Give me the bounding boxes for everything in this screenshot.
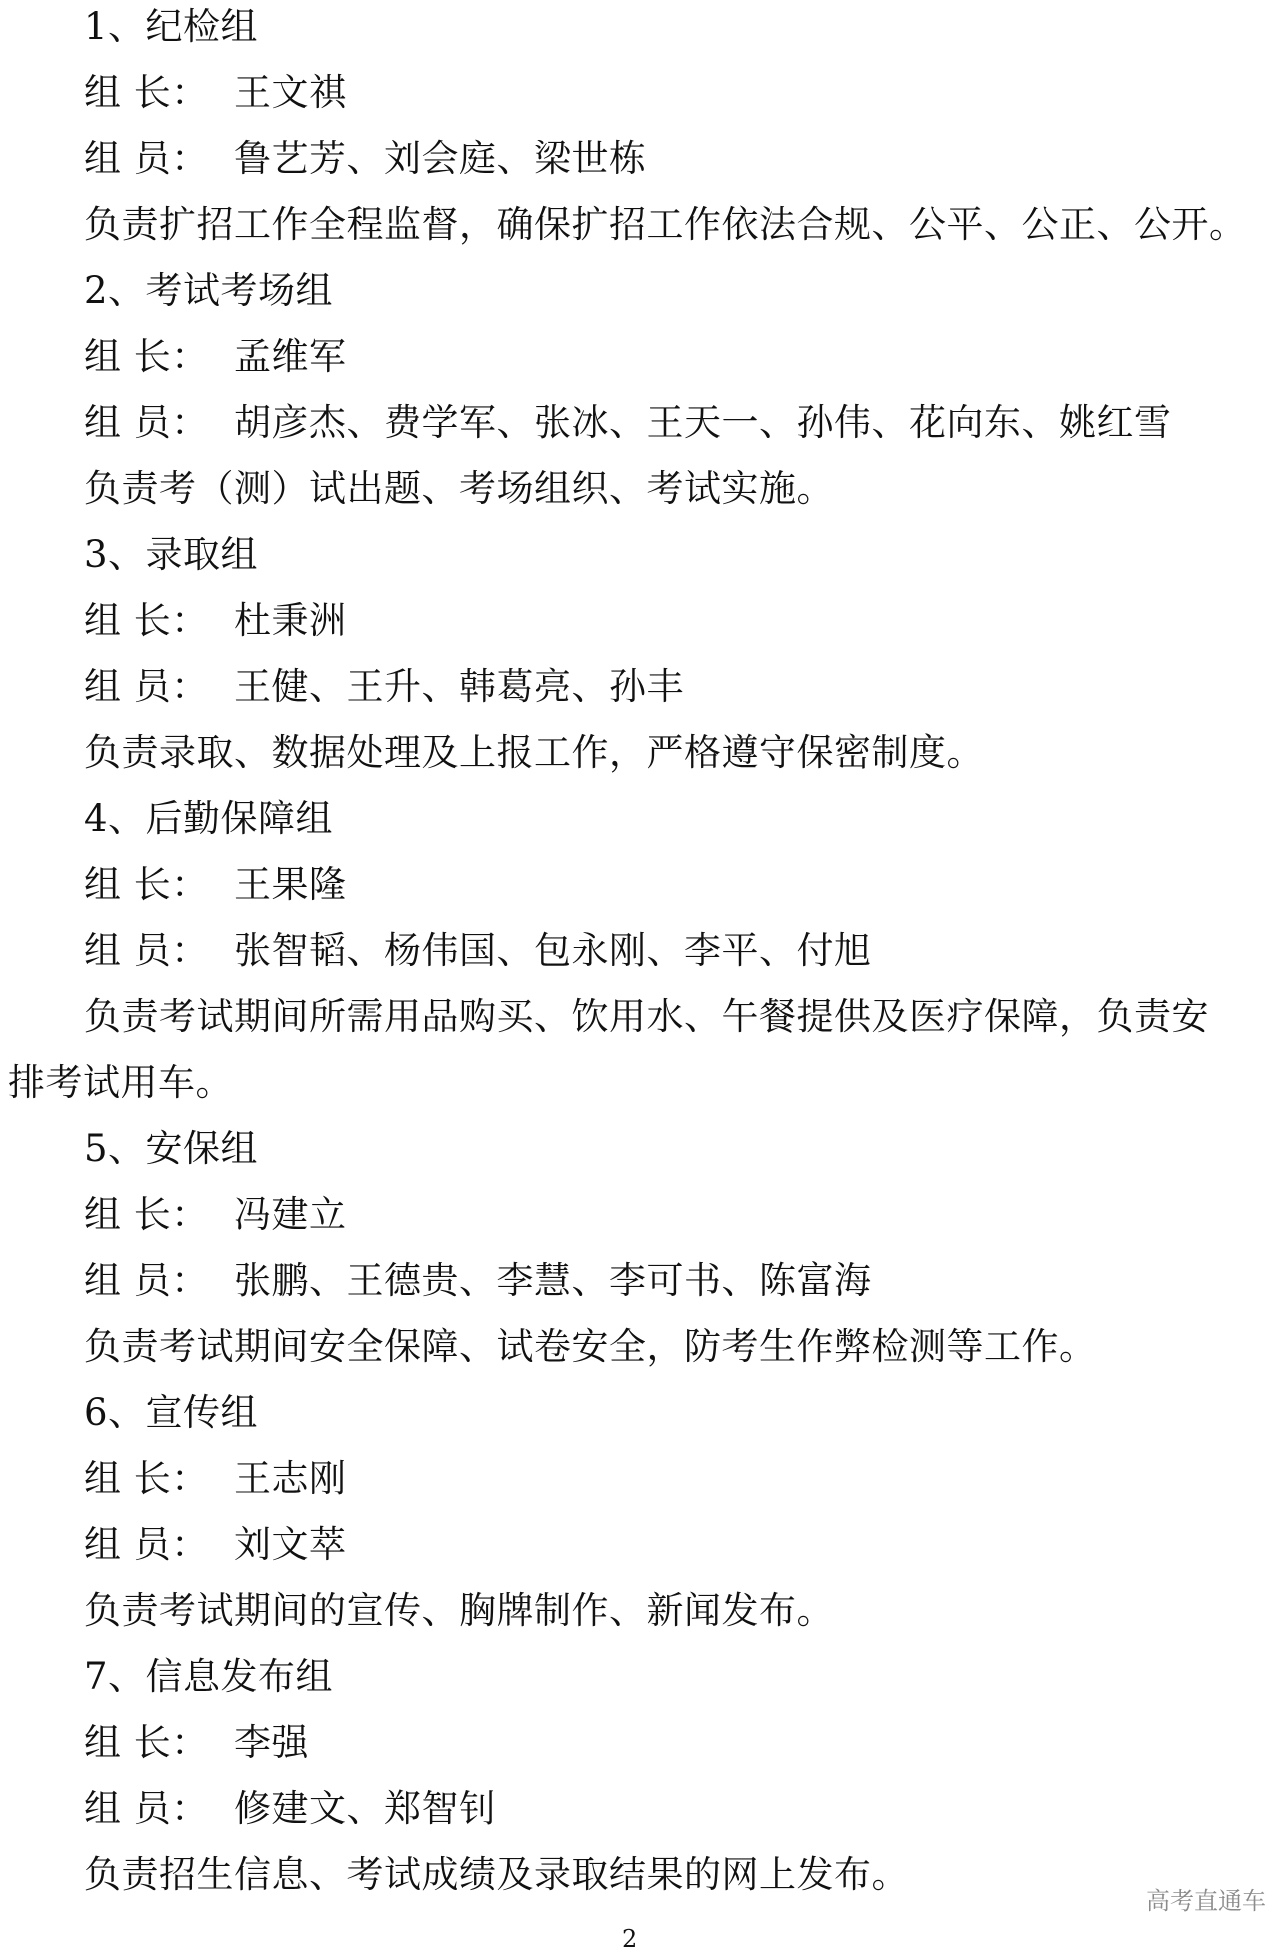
leader-name: 王文祺 — [234, 71, 347, 114]
group-leader-line — [84, 60, 347, 126]
group-duty-continuation: 排考试用车。 — [8, 1061, 233, 1104]
group-title: 6、宣传组 — [84, 1391, 259, 1434]
watermark-text: 高考直通车 — [1146, 1887, 1266, 1915]
member-names: 张智韬、杨伟国、包永刚、李平、付旭 — [234, 929, 872, 972]
leader-name: 李强 — [234, 1721, 309, 1764]
leader-label: 组 长： — [84, 71, 209, 114]
leader-label: 组 长： — [84, 863, 209, 906]
group-members-line — [84, 1776, 497, 1842]
member-names: 王健、王升、韩葛亮、孙丰 — [234, 665, 684, 708]
members-label: 组 员： — [84, 665, 209, 708]
group-duty: 负责考（测）试出题、考场组织、考试实施。 — [84, 467, 834, 510]
group-leader-line — [84, 1710, 309, 1776]
group-duty: 负责考试期间的宣传、胸牌制作、新闻发布。 — [84, 1589, 834, 1632]
leader-name: 王果隆 — [234, 863, 347, 906]
member-names: 张鹏、王德贵、李慧、李可书、陈富海 — [234, 1259, 872, 1302]
leader-label: 组 长： — [84, 1721, 209, 1764]
group-title: 3、录取组 — [84, 533, 259, 576]
group-duty: 负责扩招工作全程监督，确保扩招工作依法合规、公平、公正、公开。 — [84, 203, 1247, 246]
group-title: 5、安保组 — [84, 1127, 259, 1170]
leader-name: 孟维军 — [234, 335, 347, 378]
member-names: 修建文、郑智钊 — [234, 1787, 497, 1830]
leader-label: 组 长： — [84, 1457, 209, 1500]
group-duty: 负责考试期间安全保障、试卷安全，防考生作弊检测等工作。 — [84, 1325, 1097, 1368]
members-label: 组 员： — [84, 1259, 209, 1302]
leader-label: 组 长： — [84, 599, 209, 642]
leader-name: 杜秉洲 — [234, 599, 347, 642]
group-duty: 负责招生信息、考试成绩及录取结果的网上发布。 — [84, 1853, 909, 1896]
group-duty: 负责录取、数据处理及上报工作，严格遵守保密制度。 — [84, 731, 984, 774]
group-leader-line — [84, 852, 347, 918]
group-members-line — [84, 1248, 872, 1314]
group-members-line — [84, 918, 872, 984]
group-members-line — [84, 1512, 347, 1578]
group-leader-line — [84, 324, 347, 390]
members-label: 组 员： — [84, 401, 209, 444]
group-members-line — [84, 654, 684, 720]
leader-label: 组 长： — [84, 335, 209, 378]
group-leader-line — [84, 1446, 347, 1512]
member-names: 刘文萃 — [234, 1523, 347, 1566]
group-members-line — [84, 390, 1172, 456]
group-title: 4、后勤保障组 — [84, 797, 334, 840]
group-title: 7、信息发布组 — [84, 1655, 334, 1698]
member-names: 胡彦杰、费学军、张冰、王天一、孙伟、花向东、姚红雪 — [234, 401, 1172, 444]
group-members-line — [84, 126, 647, 192]
members-label: 组 员： — [84, 929, 209, 972]
members-label: 组 员： — [84, 1787, 209, 1830]
group-duty: 负责考试期间所需用品购买、饮用水、午餐提供及医疗保障，负责安 — [84, 995, 1209, 1038]
group-title: 2、考试考场组 — [84, 269, 334, 312]
members-label: 组 员： — [84, 1523, 209, 1566]
members-label: 组 员： — [84, 137, 209, 180]
leader-name: 王志刚 — [234, 1457, 347, 1500]
leader-name: 冯建立 — [234, 1193, 347, 1236]
member-names: 鲁艺芳、刘会庭、梁世栋 — [234, 137, 647, 180]
leader-label: 组 长： — [84, 1193, 209, 1236]
group-leader-line — [84, 1182, 347, 1248]
group-title: 1、纪检组 — [84, 5, 259, 48]
page-number: 2 — [622, 1925, 638, 1953]
group-leader-line — [84, 588, 347, 654]
